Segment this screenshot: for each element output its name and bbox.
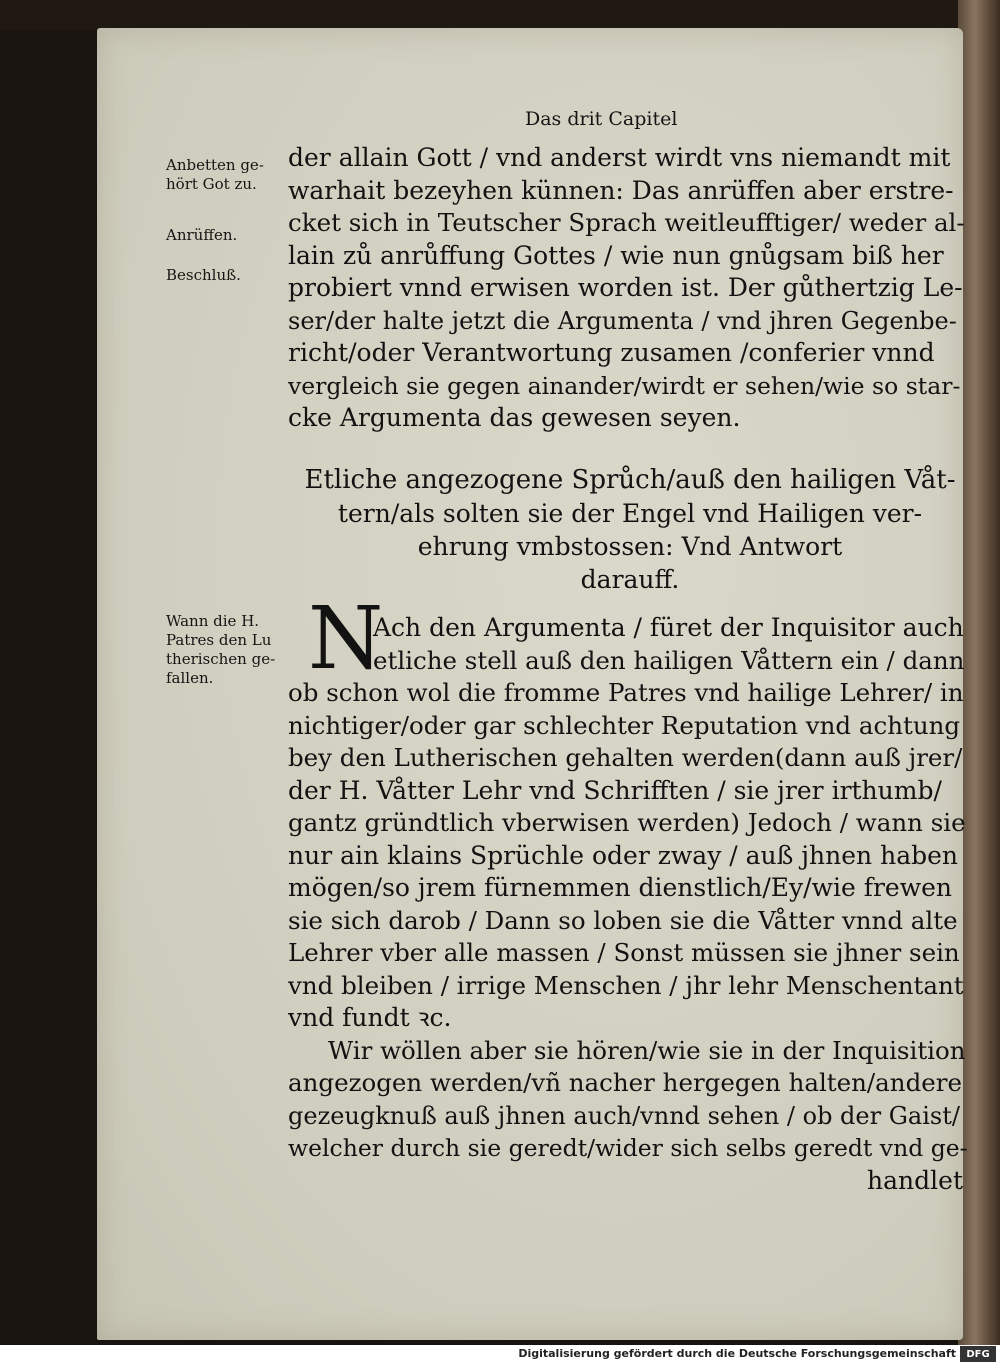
text-line: Wir wöllen aber sie hören/wie sie in der Inquisition bbox=[328, 1035, 966, 1065]
text-line: angezogen werden/vñ nacher hergegen halten/andere bbox=[288, 1068, 962, 1097]
dfg-logo-icon: DFG bbox=[960, 1346, 996, 1362]
running-title: Das drit Capitel bbox=[525, 108, 678, 130]
scan-background-top bbox=[0, 0, 1000, 30]
text-line: Ach den Argumenta / füret der Inquisitor auch bbox=[373, 613, 964, 642]
text-line: cke Argumenta das gewesen seyen. bbox=[288, 403, 741, 432]
margin-note-line: fallen. bbox=[166, 669, 214, 687]
heading-line: Etliche angezogene Sprůch/auß den hailigen Våt- bbox=[304, 465, 956, 495]
margin-note-2 bbox=[166, 226, 276, 245]
margin-note-line: Wann die H. bbox=[166, 612, 260, 630]
text-line: warhait bezeyhen künnen: Das anrüffen aber erstre- bbox=[288, 175, 954, 205]
text-line: der allain Gott / vnd anderst wirdt vns niemandt mit bbox=[288, 143, 951, 172]
text-line: richt/oder Verantwortung zusamen /conferier vnnd bbox=[288, 338, 935, 367]
text-line: etliche stell auß den hailigen Våttern ein / dann bbox=[373, 645, 965, 675]
margin-note-line: Patres den Lu bbox=[166, 631, 272, 649]
digitization-credit: Digitalisierung gefördert durch die Deutsche Forschungsgemeinschaft bbox=[518, 1347, 956, 1360]
text-line: nichtiger/oder gar schlechter Reputation vnd achtung bbox=[288, 710, 961, 740]
text-line: vnd bleiben / irrige Menschen / jhr lehr Menschentant bbox=[288, 970, 964, 1000]
margin-note-line: therischen ge- bbox=[166, 650, 276, 668]
text-line: cket sich in Teutscher Sprach weitleufftiger/ weder al- bbox=[288, 208, 965, 237]
section-heading bbox=[300, 464, 960, 596]
text-line: ob schon wol die fromme Patres vnd hailige Lehrer/ in bbox=[288, 678, 964, 707]
margin-note-line: Anbetten ge- bbox=[166, 156, 264, 174]
drop-cap-initial: N bbox=[308, 589, 384, 689]
text-line: ser/der halte jetzt die Argumenta / vnd jhren Gegenbe- bbox=[288, 306, 957, 335]
catchword: handlet bbox=[867, 1165, 963, 1195]
text-line: lain zů anrůffung Gottes / wie nun gnůgsam biß her bbox=[288, 240, 944, 270]
paragraph-2 bbox=[288, 612, 968, 1197]
text-line: mögen/so jrem fürnemmen dienstlich/Ey/wie frewen bbox=[288, 873, 953, 902]
text-line: Lehrer vber alle massen / Sonst müssen sie jhner sein bbox=[288, 938, 960, 967]
paragraph-1 bbox=[288, 142, 968, 435]
heading-line: ehrung vmbstossen: Vnd Antwort bbox=[417, 532, 843, 561]
text-line: sie sich darob / Dann so loben sie die Våtter vnnd alte bbox=[288, 905, 958, 935]
text-line: bey den Lutherischen gehalten werden(dann auß jrer/ bbox=[288, 743, 963, 772]
margin-note-4 bbox=[166, 612, 276, 688]
text-line: vnd fundt ꝛc. bbox=[288, 1003, 452, 1032]
text-line: nur ain klains Sprüchle oder zway / auß jhnen haben bbox=[288, 840, 959, 870]
margin-note-3 bbox=[166, 266, 276, 285]
text-line: welcher durch sie geredt/wider sich selbs geredt vnd ge- bbox=[288, 1134, 968, 1162]
heading-line: tern/als solten sie der Engel vnd Hailigen ver- bbox=[337, 499, 923, 528]
text-line: gantz gründtlich vberwisen werden) Jedoch / wann sie bbox=[288, 808, 966, 837]
margin-note-line: Anrüffen. bbox=[166, 226, 238, 244]
margin-note-line: Beschluß. bbox=[166, 266, 241, 284]
text-line: gezeugknuß auß jhnen auch/vnnd sehen / ob der Gaist/ bbox=[288, 1101, 960, 1130]
text-line: vergleich sie gegen ainander/wirdt er sehen/wie so star- bbox=[288, 371, 961, 400]
text-line: der H. Våtter Lehr vnd Schrifften / sie jrer irthumb/ bbox=[288, 775, 942, 805]
heading-line: darauff. bbox=[580, 565, 680, 594]
text-line: probiert vnnd erwisen worden ist. Der gůthertzig Le- bbox=[288, 273, 963, 302]
margin-note-line: hört Got zu. bbox=[166, 175, 257, 193]
margin-note-1 bbox=[166, 156, 276, 194]
